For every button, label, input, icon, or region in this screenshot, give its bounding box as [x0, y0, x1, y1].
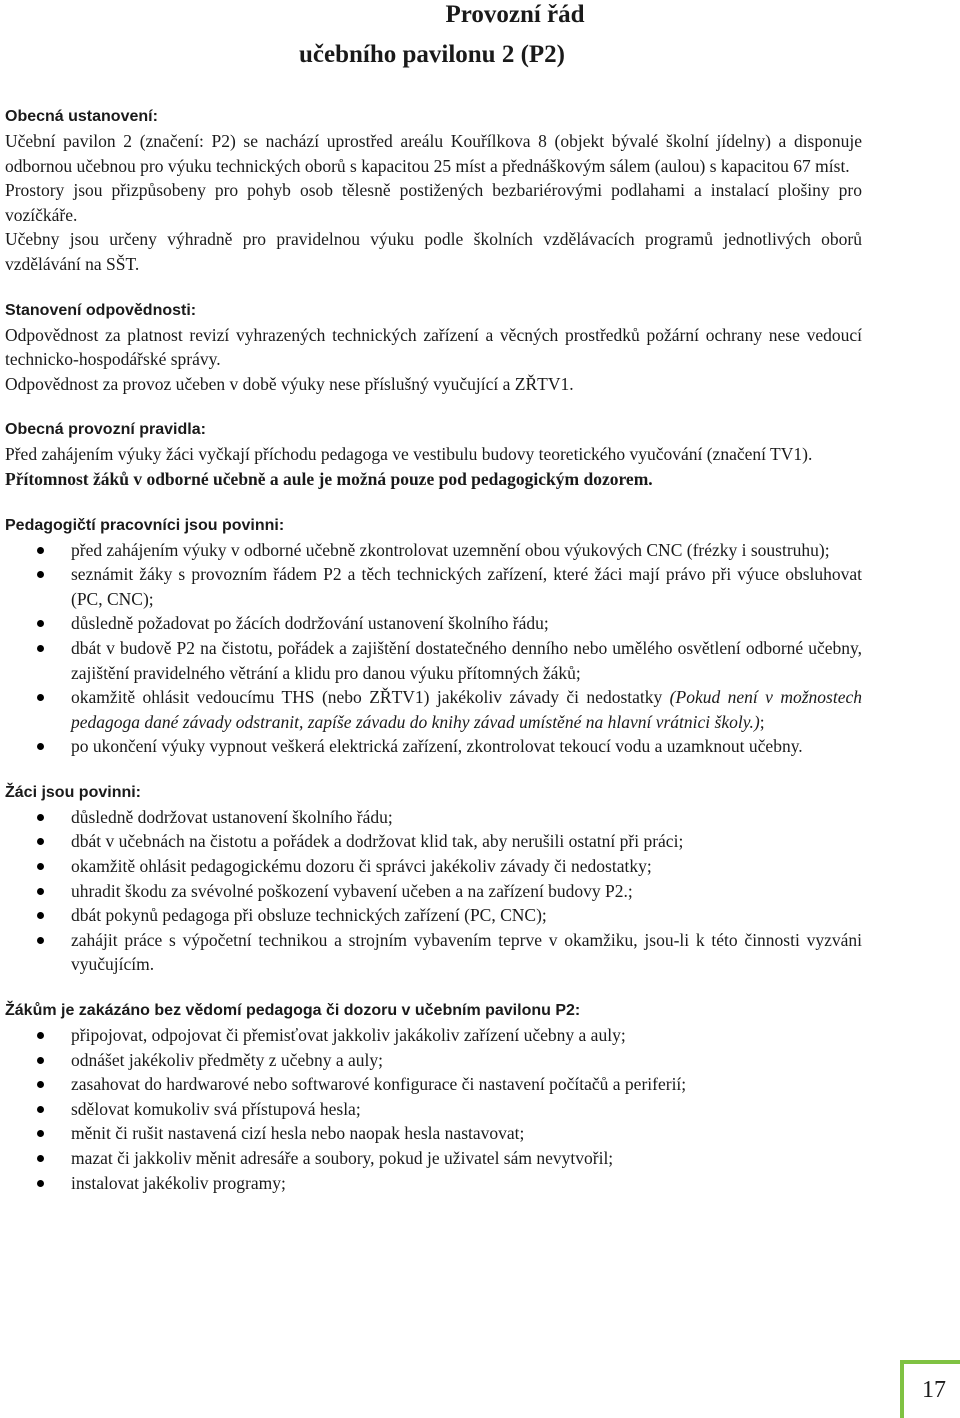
- bullet-icon: [37, 838, 44, 845]
- bullet-icon: [37, 1032, 44, 1039]
- list-item: instalovat jakékoliv programy;: [5, 1171, 862, 1196]
- document-title-line-1: Provozní řád: [445, 1, 585, 28]
- section-heading-forbidden: Žákům je zakázáno bez vědomí pedagoga či dozoru v učebním pavilonu P2:: [5, 1002, 581, 1020]
- document-body: [5, 105, 862, 1195]
- bullet-icon: [37, 1106, 44, 1113]
- bullet-icon: [37, 1057, 44, 1064]
- bullet-icon: [37, 1081, 44, 1088]
- section-heading-rules: Obecná provozní pravidla:: [5, 421, 206, 439]
- list-item: okamžitě ohlásit vedoucímu THS (nebo ZŘTV1) jakékoliv závady či nedostatky (Pokud není v možnostech pedagoga dané závady odstranit, zapíše závadu do knihy závad umístěné na hlavní vrátnici školy.);: [5, 685, 862, 734]
- bullet-icon: [37, 571, 44, 578]
- section-heading-students: Žáci jsou povinni:: [5, 783, 142, 801]
- teachers-list: [5, 538, 862, 759]
- bullet-icon: [37, 645, 44, 652]
- list-item: sdělovat komukoliv svá přístupová hesla;: [5, 1097, 862, 1122]
- document-title-line-2: učebního pavilonu 2 (P2): [298, 41, 566, 68]
- general-paragraph-3: Učebny jsou určeny výhradně pro pravidelnou výuku podle školních vzdělávacích programů jednotlivých oborů vzdělávání na SŠT.: [5, 229, 862, 274]
- page-number-box: [900, 1360, 960, 1418]
- general-paragraph-1: Učební pavilon 2 (značení: P2) se nachází uprostřed areálu Kouřílkova 8 (objekt bývalé školní jídelny) a disponuje odbornou učebnou pro výuku technických oborů s kapacitou 25 míst a přednáškovým sálem (aulou) s kapacitou 67 míst.: [5, 131, 862, 176]
- list-item: důsledně dodržovat ustanovení školního řádu;: [5, 805, 862, 830]
- bullet-icon: [37, 863, 44, 870]
- forbidden-list: [5, 1023, 862, 1195]
- bullet-icon: [37, 620, 44, 627]
- section-heading-teachers: Pedagogičtí pracovníci jsou povinni:: [5, 516, 285, 534]
- section-heading-general: Obecná ustanovení:: [5, 108, 158, 125]
- bullet-icon: [37, 888, 44, 895]
- bullet-icon: [37, 1180, 44, 1187]
- rules-paragraph-2: [5, 467, 862, 492]
- list-item: odnášet jakékoliv předměty z učebny a auly;: [5, 1048, 862, 1073]
- bullet-icon: [37, 1155, 44, 1162]
- list-item: po ukončení výuky vypnout veškerá elektrická zařízení, zkontrolovat tekoucí vodu a uzamknout učebny.: [5, 734, 862, 759]
- list-item: zahájit práce s výpočetní technikou a strojním vybavením teprve v okamžiku, jsou-li k této činnosti vyzváni vyučujícím.: [5, 928, 862, 977]
- bullet-icon: [37, 547, 44, 554]
- list-item: seznámit žáky s provozním řádem P2 a těch technických zařízení, které žáci mají právo při výuce obsluhovat (PC, CNC);: [5, 562, 862, 611]
- rules-paragraph-2-bold: Přítomnost žáků v odborné učebně a aule je možná pouze pod pedagogickým dozorem.: [5, 468, 653, 489]
- responsibility-paragraph-1: Odpovědnost za platnost revizí vyhrazených technických zařízení a věcných prostředků požární ochrany nese vedoucí technicko-hospodářské správy.: [5, 324, 862, 370]
- bullet-icon: [37, 937, 44, 944]
- general-paragraph-2: Prostory jsou přizpůsobeny pro pohyb osob tělesně postižených bezbariérovými podlahami a instalací plošiny pro vozíčkáře.: [5, 180, 862, 225]
- list-item: dbát pokynů pedagoga při obsluze technických zařízení (PC, CNC);: [5, 903, 862, 928]
- bullet-icon: [37, 912, 44, 919]
- responsibility-paragraph-2: Odpovědnost za provoz učeben v době výuky nese příslušný vyučující a ZŘTV1.: [5, 373, 574, 394]
- list-item: měnit či rušit nastavená cizí hesla nebo naopak hesla nastavovat;: [5, 1121, 862, 1146]
- list-item: připojovat, odpojovat či přemisťovat jakkoliv jakákoliv zařízení učebny a auly;: [5, 1023, 862, 1048]
- bullet-icon: [37, 1130, 44, 1137]
- list-item: dbát v budově P2 na čistotu, pořádek a zajištění dostatečného denního nebo umělého osvětlení odborné učebny, zajištění pravidelného větrání a klidu pro danou výuku přítomných žáků;: [5, 636, 862, 685]
- list-item: mazat či jakkoliv měnit adresáře a soubory, pokud je uživatel sám nevytvořil;: [5, 1146, 862, 1171]
- list-item: důsledně požadovat po žácích dodržování ustanovení školního řádu;: [5, 611, 862, 636]
- list-item: okamžitě ohlásit pedagogickému dozoru či správci jakékoliv závady či nedostatky;: [5, 854, 862, 879]
- list-item: před zahájením výuky v odborné učebně zkontrolovat uzemnění obou výukových CNC (frézky i soustruhu);: [5, 538, 862, 563]
- rules-paragraph-1: Před zahájením výuky žáci vyčkají příchodu pedagoga ve vestibulu budovy teoretického vyučování (značení TV1).: [5, 444, 813, 465]
- list-item: dbát v učebnách na čistotu a pořádek a dodržovat klid tak, aby nerušili ostatní při práci;: [5, 829, 862, 854]
- italic-note: (Pokud není v možnostech pedagoga dané závady odstranit, zapíše závadu do knihy závad umístěné na hlavní vrátnici školy.): [71, 687, 862, 732]
- list-item: zasahovat do hardwarové nebo softwarové konfigurace či nastavení počítačů a periferií;: [5, 1072, 862, 1097]
- students-list: [5, 805, 862, 977]
- bullet-icon: [37, 743, 44, 750]
- bullet-icon: [37, 814, 44, 821]
- list-item: uhradit škodu za svévolné poškození vybavení učeben a na zařízení budovy P2.;: [5, 879, 862, 904]
- page-number: 17: [922, 1377, 946, 1403]
- bullet-icon: [37, 694, 44, 701]
- section-heading-responsibility: Stanovení odpovědnosti:: [5, 301, 197, 319]
